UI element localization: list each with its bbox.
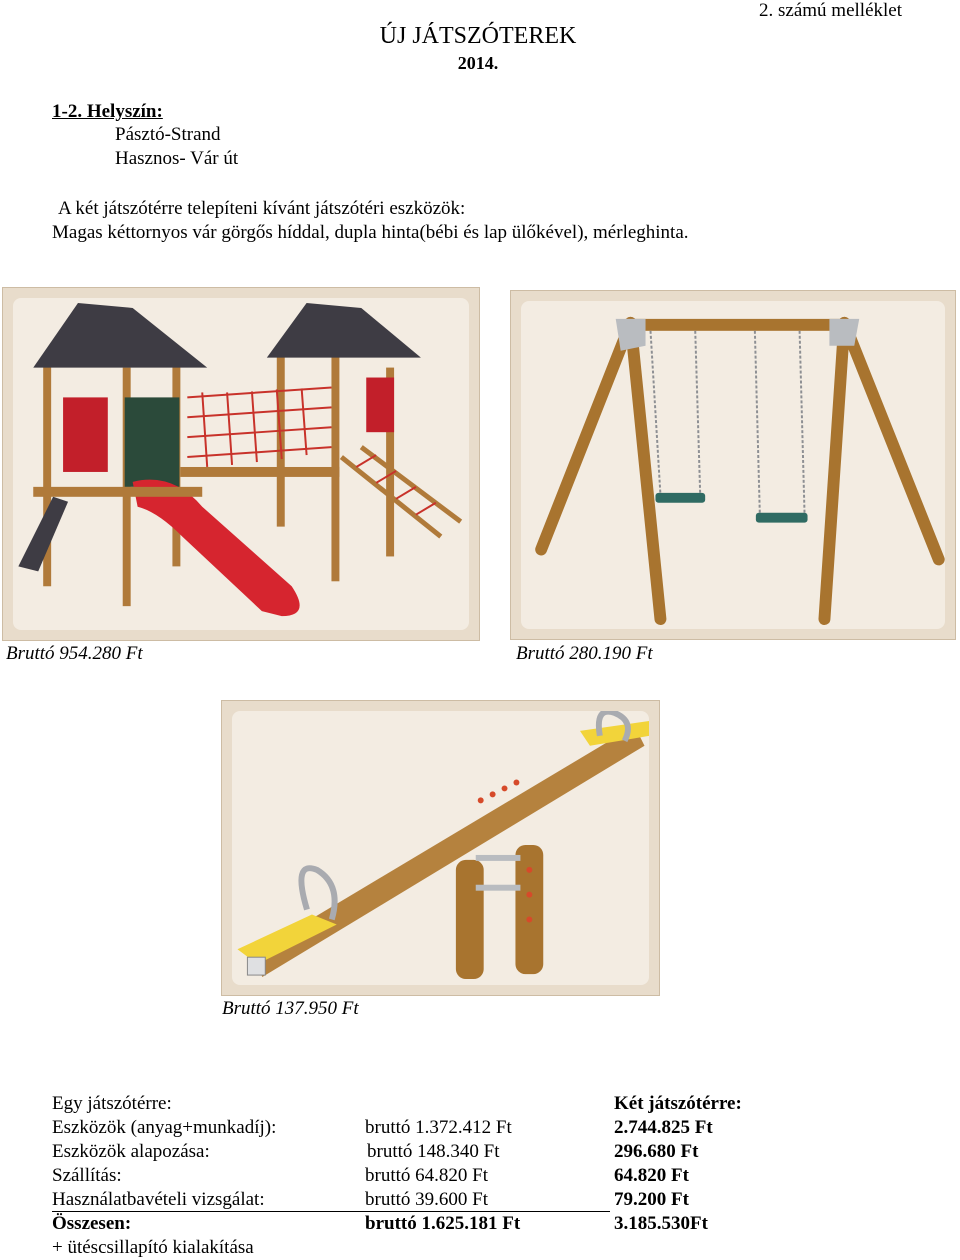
- costs-header-right: Két játszótérre:: [614, 1093, 742, 1114]
- cost-total-two: 3.185.530Ft: [614, 1213, 708, 1234]
- cost-row-one: bruttó 39.600 Ft: [365, 1189, 488, 1210]
- cost-total-one: bruttó 1.625.181 Ft: [365, 1213, 521, 1234]
- cost-footnote: + ütéscsillapító kialakítása: [52, 1237, 254, 1258]
- double-swing-image: [510, 290, 956, 640]
- cost-row-label: Szállítás:: [52, 1165, 122, 1186]
- double-swing-price: Bruttó 280.190 Ft: [516, 643, 653, 664]
- playground-castle-illustration: [13, 298, 469, 630]
- seesaw-price: Bruttó 137.950 Ft: [222, 998, 359, 1019]
- cost-row-two: 64.820 Ft: [614, 1165, 689, 1186]
- cost-row-two: 79.200 Ft: [614, 1189, 689, 1210]
- double-swing-illustration: [521, 301, 945, 629]
- cost-row-one: bruttó 148.340 Ft: [367, 1141, 500, 1162]
- location-line-2: Hasznos- Vár út: [115, 148, 239, 169]
- annex-label: 2. számú melléklet: [759, 0, 902, 21]
- location-heading: 1-2. Helyszín:: [52, 101, 163, 122]
- seesaw-illustration: [232, 711, 649, 985]
- intro-line-1: A két játszótérre telepíteni kívánt játszótéri eszközök:: [58, 198, 466, 219]
- cost-row-two: 2.744.825 Ft: [614, 1117, 713, 1138]
- playground-castle-image: [2, 287, 480, 641]
- cost-row-label: Használatbavételi vizsgálat:: [52, 1189, 265, 1210]
- costs-header-left: Egy játszótérre:: [52, 1093, 172, 1114]
- seesaw-image: [221, 700, 660, 996]
- cost-row-label: Eszközök (anyag+munkadíj):: [52, 1117, 277, 1138]
- cost-row-one: bruttó 64.820 Ft: [365, 1165, 488, 1186]
- cost-total-label: Összesen:: [52, 1213, 132, 1234]
- playground-castle-price: Bruttó 954.280 Ft: [6, 643, 143, 664]
- page-title: ÚJ JÁTSZÓTEREK: [379, 23, 577, 49]
- page-year: 2014.: [457, 53, 499, 73]
- intro-line-2: Magas kéttornyos vár görgős híddal, dupla hinta(bébi és lap ülőkével), mérleghinta.: [52, 222, 689, 243]
- cost-row-label: Eszközök alapozása:: [52, 1141, 210, 1162]
- cost-row-two: 296.680 Ft: [614, 1141, 699, 1162]
- cost-row-one: bruttó 1.372.412 Ft: [365, 1117, 512, 1138]
- location-line-1: Pásztó-Strand: [115, 124, 221, 145]
- total-rule: [52, 1211, 610, 1212]
